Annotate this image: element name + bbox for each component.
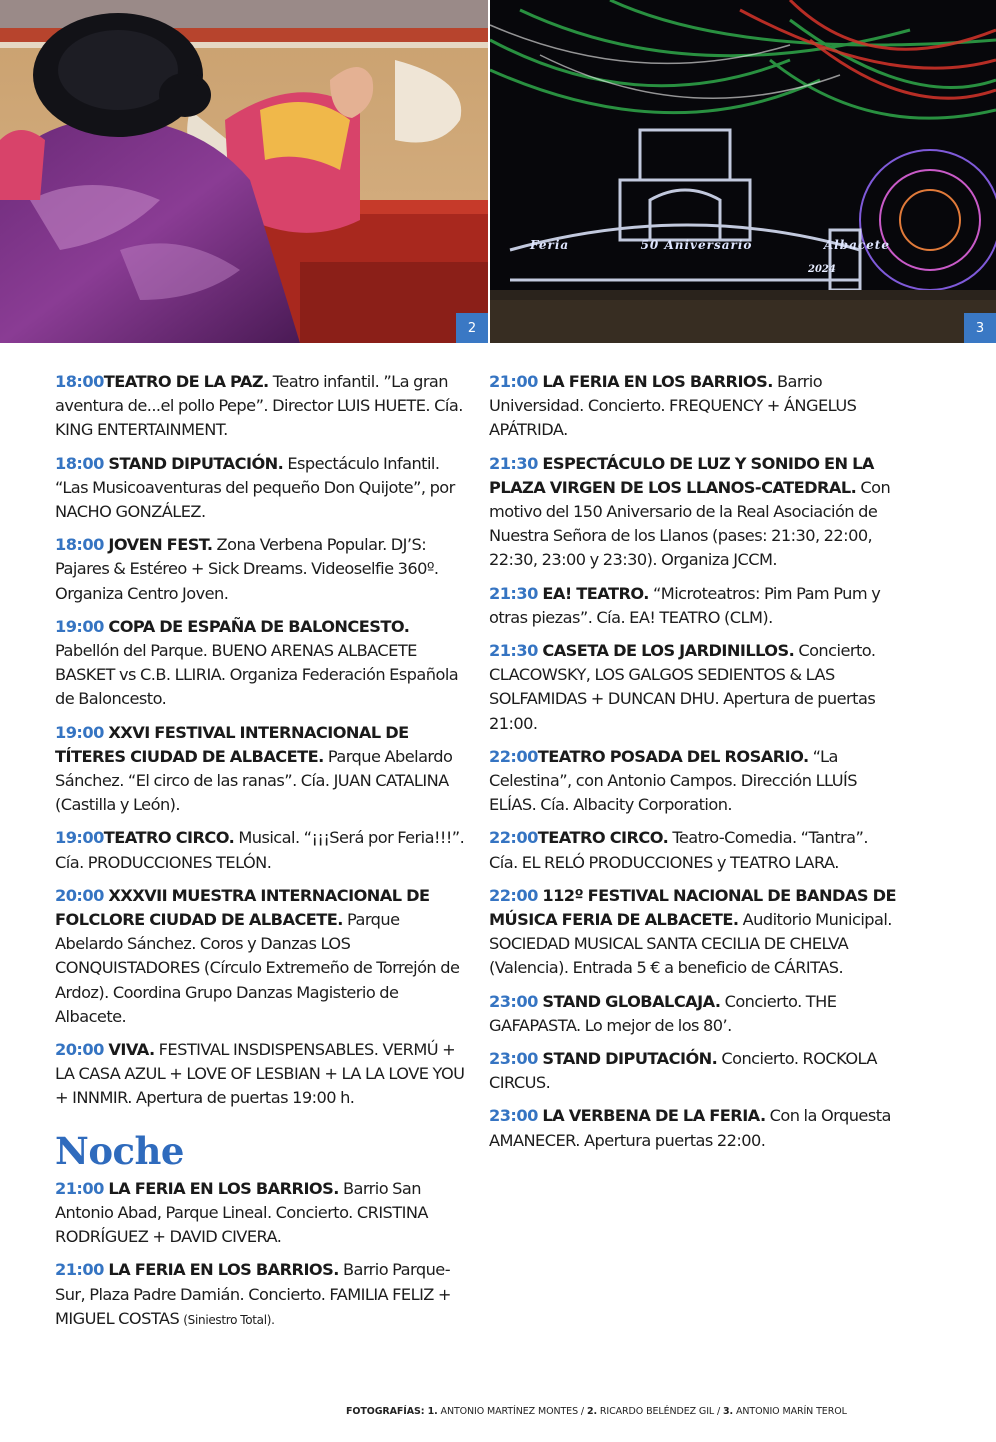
event-description: Teatro infantil. ”La gran aventura de...el pollo Pepe”. Director LUIS HUETE. Cía. KING ENTERTAINMENT. <box>55 372 463 440</box>
event-item <box>55 533 465 606</box>
event-time: 18:00 <box>55 453 104 473</box>
event-time: 19:00 <box>55 828 104 848</box>
sign-year: 2024 <box>808 264 836 275</box>
event-item <box>489 639 899 736</box>
event-title: CASETA DE LOS JARDINILLOS. <box>537 641 795 661</box>
event-item <box>55 721 465 818</box>
event-title: XXXVII MUESTRA INTERNACIONAL DE FOLCLORE CIUDAD DE ALBACETE. <box>55 885 430 930</box>
night-events-left <box>55 1177 465 1332</box>
event-item <box>489 745 899 818</box>
credits-label: FOTOGRAFÍAS: 1. <box>346 1406 438 1417</box>
event-title: VIVA. <box>103 1040 155 1060</box>
page-number-badge: 3 <box>964 313 996 343</box>
event-title: TEATRO DE LA PAZ. <box>103 372 269 391</box>
event-title: TEATRO POSADA DEL ROSARIO. <box>537 746 809 766</box>
event-item <box>489 990 899 1038</box>
afternoon-events <box>55 370 465 1111</box>
event-item <box>55 1258 465 1332</box>
event-description: Barrio Parque-Sur, Plaza Padre Damián. Concierto. FAMILIA FELIZ + MIGUEL COSTAS <box>55 1260 451 1328</box>
event-title: JOVEN FEST. <box>103 535 213 555</box>
event-description: Con la Orquesta AMANECER. Apertura puertas 22:00. <box>489 1106 891 1150</box>
event-description: Auditorio Municipal. SOCIEDAD MUSICAL SANTA CECILIA DE CHELVA (Valencia). Entrada 5 € a beneficio de CÁRITAS. <box>489 910 892 978</box>
event-description: Teatro-Comedia. “Tantra”. Cía. EL RELÓ PRODUCCIONES y TEATRO LARA. <box>489 828 868 872</box>
credit-number: 3. <box>723 1406 734 1417</box>
sign-word: Feria <box>530 238 570 252</box>
event-description: Barrio San Antonio Abad, Parque Lineal. Concierto. CRISTINA RODRÍGUEZ + DAVID CIVERA. <box>55 1178 428 1247</box>
event-time: 18:00 <box>55 372 104 391</box>
event-time: 23:00 <box>489 1049 538 1069</box>
fair-lights-photo <box>490 0 996 343</box>
event-item <box>55 1177 465 1250</box>
event-title: STAND GLOBALCAJA. <box>537 991 721 1011</box>
event-description: Concierto. ROCKOLA CIRCUS. <box>489 1049 877 1093</box>
event-description: Musical. “¡¡¡Será por Feria!!!”. Cía. PRODUCCIONES TELÓN. <box>55 828 465 872</box>
event-item <box>489 826 899 874</box>
photo-credits <box>346 1406 847 1417</box>
event-title: LA VERBENA DE LA FERIA. <box>537 1106 766 1126</box>
event-item <box>489 1047 899 1095</box>
left-column <box>55 370 465 1341</box>
event-title: LA FERIA EN LOS BARRIOS. <box>103 1260 339 1280</box>
event-item <box>55 370 465 443</box>
event-note: (Siniestro Total). <box>183 1312 275 1327</box>
fair-lights-illustration <box>490 0 996 343</box>
event-description: Parque Abelardo Sánchez. Coros y Danzas LOS CONQUISTADORES (Círculo Extremeño de Torrejón de Ardoz). Coordina Grupo Danzas Magisterio de Albacete. <box>55 910 460 1026</box>
event-title: TEATRO CIRCO. <box>103 828 235 848</box>
event-item <box>55 615 465 712</box>
credit-3: ANTONIO MARÍN TEROL <box>733 1406 847 1417</box>
event-title: STAND DIPUTACIÓN. <box>103 453 284 473</box>
night-events-right <box>489 370 899 1153</box>
event-time: 21:30 <box>489 641 538 661</box>
event-item <box>489 1104 899 1152</box>
sign-word: 50 Aniversario <box>640 238 753 252</box>
event-time: 22:00 <box>489 885 538 905</box>
event-item <box>489 884 899 981</box>
sign-word: Albacete <box>823 238 890 252</box>
event-title: XXVI FESTIVAL INTERNACIONAL DE TÍTERES CIUDAD DE ALBACETE. <box>55 722 409 766</box>
event-description: Barrio Universidad. Concierto. FREQUENCY + ÁNGELUS APÁTRIDA. <box>489 372 857 440</box>
event-title: STAND DIPUTACIÓN. <box>537 1049 718 1069</box>
event-description: Parque Abelardo Sánchez. “El circo de las ranas”. Cía. JUAN CATALINA (Castilla y León). <box>55 746 453 815</box>
event-title: EA! TEATRO. <box>537 583 649 603</box>
event-time: 18:00 <box>55 535 104 555</box>
event-description: Con motivo del 150 Aniversario de la Real Asociación de Nuestra Señora de los Llanos (pases: 21:30, 22:00, 22:30, 23:00 y 23:30). Organiza JCCM. <box>489 477 891 570</box>
light-arch-sign <box>530 238 890 252</box>
event-time: 22:00 <box>489 746 538 766</box>
event-description: “Microteatros: Pim Pam Pum y otras piezas”. Cía. EA! TEATRO (CLM). <box>489 583 881 627</box>
event-time: 23:00 <box>489 991 538 1011</box>
event-description: Pabellón del Parque. BUENO ARENAS ALBACETE BASKET vs C.B. LLIRIA. Organiza Federación Española de Baloncesto. <box>55 641 459 709</box>
event-description: “La Celestina”, con Antonio Campos. Dirección LLUÍS ELÍAS. Cía. Albacity Corporation. <box>489 746 857 815</box>
event-description: Zona Verbena Popular. DJ’S: Pajares & Estéreo + Sick Dreams. Videoselfie 360º. Organiza Centro Joven. <box>55 535 439 603</box>
event-time: 19:00 <box>55 722 104 742</box>
event-title: LA FERIA EN LOS BARRIOS. <box>103 1178 339 1198</box>
event-time: 21:30 <box>489 453 538 473</box>
page-number-badge: 2 <box>456 313 488 343</box>
bullfighter-illustration <box>0 0 488 343</box>
event-description: Concierto. CLACOWSKY, LOS GALGOS SEDIENTOS & LAS SOLFAMIDAS + DUNCAN DHU. Apertura de puertas 21:00. <box>489 641 876 733</box>
event-item <box>489 452 899 573</box>
event-time: 21:30 <box>489 583 538 603</box>
event-time: 23:00 <box>489 1106 538 1126</box>
event-time: 22:00 <box>489 828 538 848</box>
event-title: TEATRO CIRCO. <box>537 828 669 848</box>
credit-1: ANTONIO MARTÍNEZ MONTES / <box>437 1406 587 1417</box>
event-time: 19:00 <box>55 616 104 636</box>
event-time: 20:00 <box>55 885 104 905</box>
event-item <box>489 582 899 630</box>
event-item <box>55 884 465 1029</box>
credit-number: 2. <box>586 1406 597 1417</box>
bullfighter-photo <box>0 0 488 343</box>
credit-2: RICARDO BELÉNDEZ GIL / <box>597 1406 724 1417</box>
event-item <box>55 826 465 874</box>
event-time: 20:00 <box>55 1040 104 1060</box>
event-description: Espectáculo Infantil. “Las Musicoaventuras del pequeño Don Quijote”, por NACHO GONZÁLEZ. <box>55 453 455 522</box>
event-title: LA FERIA EN LOS BARRIOS. <box>537 372 773 391</box>
event-time: 21:00 <box>55 1178 104 1198</box>
event-description: Concierto. THE GAFAPASTA. Lo mejor de los 80’. <box>489 991 837 1035</box>
right-column <box>489 370 899 1162</box>
event-title: ESPECTÁCULO DE LUZ Y SONIDO EN LA PLAZA VIRGEN DE LOS LLANOS-CATEDRAL. <box>489 453 874 497</box>
event-item <box>55 1038 465 1111</box>
event-item <box>489 370 899 443</box>
event-title: COPA DE ESPAÑA DE BALONCESTO. <box>103 616 410 636</box>
event-time: 21:00 <box>55 1260 104 1280</box>
section-heading-noche: Noche <box>55 1128 184 1173</box>
event-title: 112º FESTIVAL NACIONAL DE BANDAS DE MÚSICA FERIA DE ALBACETE. <box>489 885 896 930</box>
event-item <box>55 452 465 525</box>
event-time: 21:00 <box>489 372 538 391</box>
event-description: FESTIVAL INSDISPENSABLES. VERMÚ + LA CASA AZUL + LOVE OF LESBIAN + LA LA LOVE YOU + INNMIR. Apertura de puertas 19:00 h. <box>55 1040 465 1108</box>
